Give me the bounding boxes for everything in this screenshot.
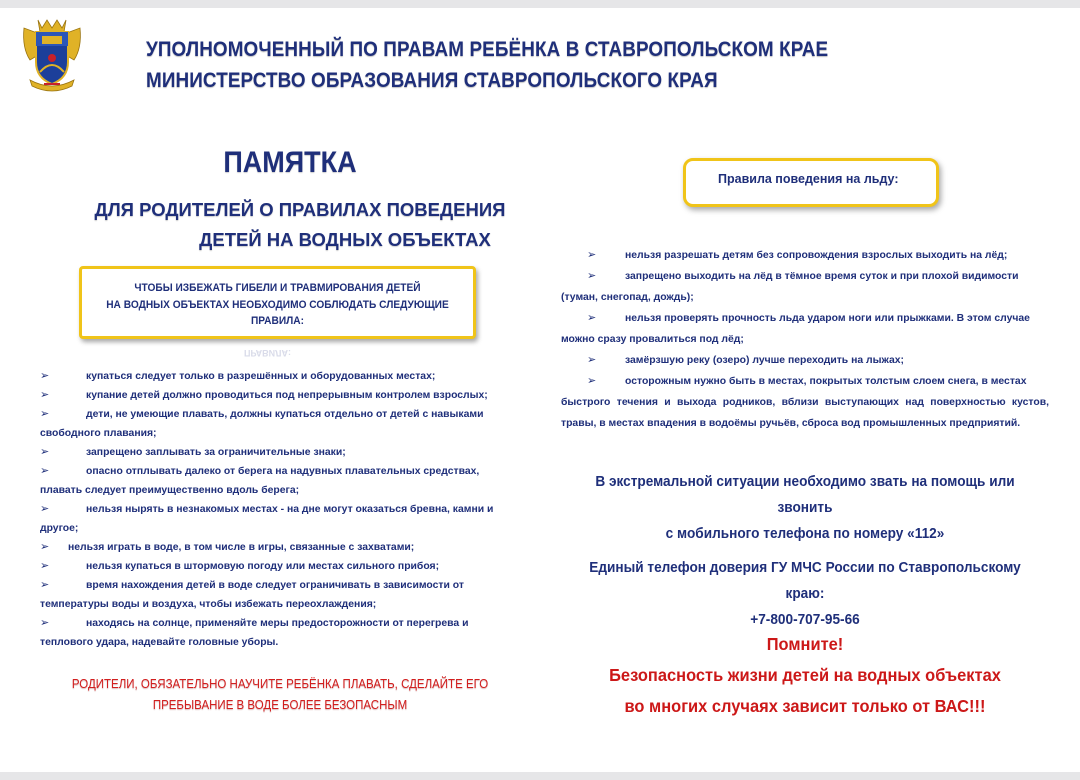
arrowhead-bullet-icon: ➢ xyxy=(40,503,50,515)
remember-heading: Помните! xyxy=(766,634,844,654)
arrowhead-bullet-icon: ➢ xyxy=(587,375,597,387)
memo-subtitle-line2: ДЕТЕЙ НА ВОДНЫХ ОБЪЕКТАХ xyxy=(199,229,491,250)
reflection-text: ПРАВИЛА: xyxy=(244,348,291,358)
ice-rule-item: ➢ осторожным нужно быть в местах, покрытых толстым слоем снега, в местах быстрого течения и выхода родников, вблизи выступающих над поверхностью кустов, травы, в местах впадения в водоёмы ручьёв, сброса вод промышленных предприятий. xyxy=(561,371,1049,434)
ice-rules-title: Правила поведения на льду: xyxy=(718,172,899,186)
header-line-ministry: МИНИСТЕРСТВО ОБРАЗОВАНИЯ СТАВРОПОЛЬСКОГО КРАЯ xyxy=(146,69,718,92)
parents-warning-line2: ПРЕБЫВАНИЕ В ВОДЕ БОЛЕЕ БЕЗОПАСНЫМ xyxy=(152,698,408,712)
ice-rules-list xyxy=(561,245,1049,434)
arrowhead-bullet-icon: ➢ xyxy=(587,249,597,261)
water-rules-list xyxy=(40,367,520,652)
emergency-line2: с мобильного телефона по номеру «112» xyxy=(665,526,945,542)
arrowhead-bullet-icon: ➢ xyxy=(587,354,597,366)
water-intro-line1: ЧТОБЫ ИЗБЕЖАТЬ ГИБЕЛИ И ТРАВМИРОВАНИЯ ДЕТЕЙ xyxy=(134,282,421,294)
memo-sheet xyxy=(0,8,1080,772)
water-rule-item: ➢ нельзя играть в воде, в том числе в игры, связанные с захватами; xyxy=(40,538,520,557)
water-intro-line2: НА ВОДНЫХ ОБЪЕКТАХ НЕОБХОДИМО СОБЛЮДАТЬ СЛЕДУЮЩИЕ xyxy=(106,298,449,311)
memo-title: ПАМЯТКА xyxy=(223,146,357,179)
water-rule-item: ➢ запрещено заплывать за ограничительные знаки; xyxy=(40,443,520,462)
arrowhead-bullet-icon: ➢ xyxy=(40,617,50,629)
remember-line3: во многих случаях зависит только от ВАС!!! xyxy=(624,696,986,716)
arrowhead-bullet-icon: ➢ xyxy=(40,389,50,401)
ice-rule-item: ➢ нельзя разрешать детям без сопровождения взрослых выходить на лёд; xyxy=(561,245,1049,266)
hotline-label: Единый телефон доверия ГУ МЧС России по Ставропольскому краю: xyxy=(589,560,1021,602)
arrowhead-bullet-icon: ➢ xyxy=(587,312,597,324)
arrowhead-bullet-icon: ➢ xyxy=(40,560,50,572)
header xyxy=(146,34,828,96)
arrowhead-bullet-icon: ➢ xyxy=(40,446,50,458)
memo-subtitle-line1: ДЛЯ РОДИТЕЛЕЙ О ПРАВИЛАХ ПОВЕДЕНИЯ xyxy=(94,199,506,220)
header-line-ombudsman: УПОЛНОМОЧЕННЫЙ ПО ПРАВАМ РЕБЁНКА В СТАВРОПОЛЬСКОМ КРАЕ xyxy=(146,38,829,61)
memo-subtitle xyxy=(90,195,510,255)
parents-swim-warning xyxy=(59,674,501,716)
arrowhead-bullet-icon: ➢ xyxy=(40,370,50,382)
stavropol-coat-of-arms-icon xyxy=(20,14,84,94)
water-rule-item: ➢ нельзя купаться в штормовую погоду или местах сильного прибоя; xyxy=(40,557,520,576)
ice-rule-item: ➢ запрещено выходить на лёд в тёмное время суток и при плохой видимости (туман, снегопад, дождь); xyxy=(561,266,1049,308)
water-intro-line3: ПРАВИЛА: xyxy=(250,315,305,327)
water-rule-item: ➢ нельзя нырять в незнакомых местах - на дне могут оказаться бревна, камни и другое; xyxy=(40,500,520,538)
water-rule-item: ➢ купаться следует только в разрешённых и оборудованных местах; xyxy=(40,367,520,386)
remember-warning xyxy=(576,629,1035,722)
water-rule-item: ➢ опасно отплывать далеко от берега на надувных плавательных средствах, плавать следует преимущественно вдоль берега; xyxy=(40,462,520,500)
water-rule-item: ➢ купание детей должно проводиться под непрерывным контролем взрослых; xyxy=(40,386,520,405)
arrowhead-bullet-icon: ➢ xyxy=(40,541,50,553)
ice-rules-title-box xyxy=(683,158,939,207)
water-rule-item: ➢ находясь на солнце, применяйте меры предосторожности от перегрева и теплового удара, надевайте головные уборы. xyxy=(40,614,520,652)
remember-line2: Безопасность жизни детей на водных объектах xyxy=(609,665,1001,685)
emergency-info xyxy=(576,469,1035,641)
parents-warning-line1: РОДИТЕЛИ, ОБЯЗАТЕЛЬНО НАУЧИТЕ РЕБЁНКА ПЛАВАТЬ, СДЕЛАЙТЕ ЕГО xyxy=(71,677,489,691)
water-rule-item: ➢ время нахождения детей в воде следует ограничивать в зависимости от температуры воды и воздуха, чтобы избежать переохлаждения; xyxy=(40,576,520,614)
emergency-line1: В экстремальной ситуации необходимо звать на помощь или звонить xyxy=(595,474,1015,516)
ice-rule-item: ➢ замёрзшую реку (озеро) лучше переходить на лыжах; xyxy=(561,350,1049,371)
hotline-phone: +7-800-707-95-66 xyxy=(750,612,860,628)
arrowhead-bullet-icon: ➢ xyxy=(40,579,50,591)
arrowhead-bullet-icon: ➢ xyxy=(587,270,597,282)
ice-rule-item: ➢ нельзя проверять прочность льда ударом ноги или прыжками. В этом случае можно сразу провалиться под лёд; xyxy=(561,308,1049,350)
water-rules-intro-box xyxy=(79,266,476,339)
arrowhead-bullet-icon: ➢ xyxy=(40,465,50,477)
arrowhead-bullet-icon: ➢ xyxy=(40,408,50,420)
water-rule-item: ➢ дети, не умеющие плавать, должны купаться отдельно от детей с навыками свободного плавания; xyxy=(40,405,520,443)
